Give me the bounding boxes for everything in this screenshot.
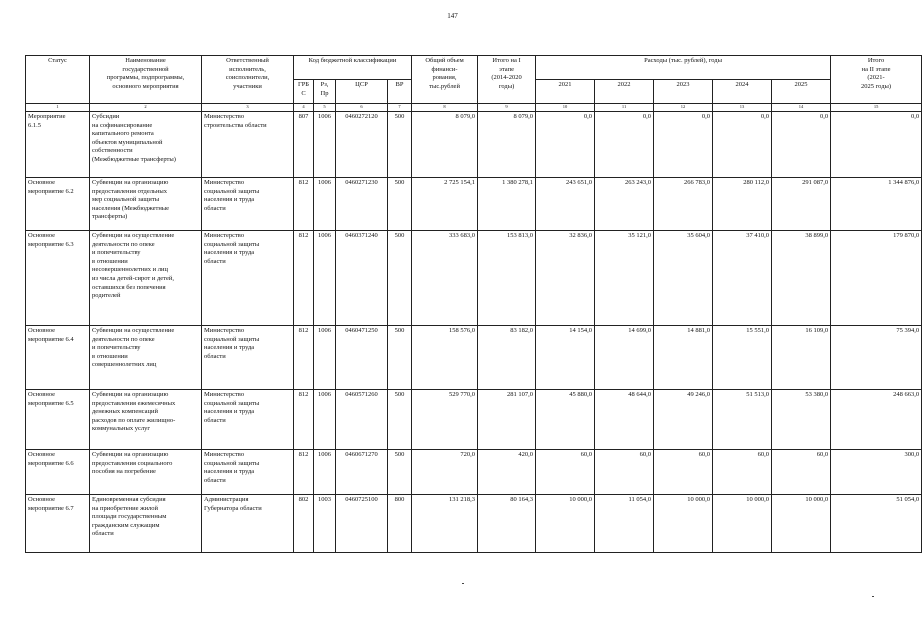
column-number-row	[26, 104, 922, 112]
header-total-financing: Общий объем финанси- рования, тыс.рублей	[412, 56, 478, 104]
row-stage1-total: 153 813,0	[478, 231, 536, 326]
row-executor: Министерство социальной защиты населения и труда области	[202, 178, 294, 231]
row-value-2024: 51 513,0	[713, 390, 772, 450]
row-value-2024: 60,0	[713, 450, 772, 495]
row-grbs: 812	[294, 326, 314, 390]
header-stage1-total: Итого на I этапе (2014-2020 годы)	[478, 56, 536, 104]
row-value-2024: 280 112,0	[713, 178, 772, 231]
column-number: 1	[26, 104, 90, 112]
row-csr: 0460725100	[336, 495, 388, 553]
column-number: 2	[90, 104, 202, 112]
row-name: Субвенции на организацию предоставления социального пособия на погребение	[90, 450, 202, 495]
row-value-2022: 35 121,0	[595, 231, 654, 326]
row-value-2023: 49 246,0	[654, 390, 713, 450]
row-name: Субвенции на организацию предоставления отдельных мер социальной защиты населения (Межбюджетные трансферты)	[90, 178, 202, 231]
row-value-2022: 60,0	[595, 450, 654, 495]
row-vr: 500	[388, 112, 412, 178]
row-rzpr: 1006	[314, 112, 336, 178]
row-value-2022: 48 644,0	[595, 390, 654, 450]
row-status: Основное мероприятие 6.7	[26, 495, 90, 553]
header-rzpr: Рз, Пр	[314, 80, 336, 104]
row-status: Основное мероприятие 6.2	[26, 178, 90, 231]
row-value-2023: 10 000,0	[654, 495, 713, 553]
row-grbs: 807	[294, 112, 314, 178]
budget-table	[25, 55, 922, 553]
header-year-2021: 2021	[536, 80, 595, 104]
row-stage1-total: 1 380 278,1	[478, 178, 536, 231]
column-number: 14	[772, 104, 831, 112]
row-total-financing: 2 725 154,1	[412, 178, 478, 231]
row-total-financing: 158 576,0	[412, 326, 478, 390]
row-vr: 500	[388, 178, 412, 231]
row-status: Основное мероприятие 6.5	[26, 390, 90, 450]
row-value-2023: 266 783,0	[654, 178, 713, 231]
row-value-2023: 0,0	[654, 112, 713, 178]
row-grbs: 812	[294, 390, 314, 450]
row-value-2021: 10 000,0	[536, 495, 595, 553]
row-value-2025: 10 000,0	[772, 495, 831, 553]
scan-speck	[462, 583, 464, 584]
row-value-2025: 0,0	[772, 112, 831, 178]
row-value-2024: 0,0	[713, 112, 772, 178]
row-stage1-total: 83 182,0	[478, 326, 536, 390]
row-value-2025: 291 087,0	[772, 178, 831, 231]
row-executor: Администрация Губернатора области	[202, 495, 294, 553]
table-row	[26, 390, 922, 450]
row-name: Субвенции на осуществление деятельности по опеке и попечительству в отношении несовершеннолетних и лиц из числа детей-сирот и детей, оставшихся без попечения родителей	[90, 231, 202, 326]
row-value-2021: 60,0	[536, 450, 595, 495]
column-number: 13	[713, 104, 772, 112]
table-row	[26, 112, 922, 178]
row-value-2021: 45 880,0	[536, 390, 595, 450]
row-csr: 0460471250	[336, 326, 388, 390]
header-year-2024: 2024	[713, 80, 772, 104]
row-stage2-total: 1 344 876,0	[831, 178, 922, 231]
column-number: 6	[336, 104, 388, 112]
header-year-2023: 2023	[654, 80, 713, 104]
row-total-financing: 529 770,0	[412, 390, 478, 450]
column-number: 9	[478, 104, 536, 112]
header-vr: ВР	[388, 80, 412, 104]
table-row	[26, 178, 922, 231]
row-value-2025: 60,0	[772, 450, 831, 495]
scan-speck	[872, 596, 874, 597]
row-csr: 0460671270	[336, 450, 388, 495]
row-stage1-total: 80 164,3	[478, 495, 536, 553]
header-name: Наименование государственной программы, подпрограммы, основного мероприятия	[90, 56, 202, 104]
row-total-financing: 333 683,0	[412, 231, 478, 326]
row-grbs: 812	[294, 450, 314, 495]
header-grbs: ГРБ С	[294, 80, 314, 104]
row-rzpr: 1006	[314, 231, 336, 326]
row-grbs: 812	[294, 178, 314, 231]
row-executor: Министерство социальной защиты населения и труда области	[202, 326, 294, 390]
row-executor: Министерство социальной защиты населения и труда области	[202, 390, 294, 450]
column-number: 5	[314, 104, 336, 112]
header-csr: ЦСР	[336, 80, 388, 104]
row-stage2-total: 248 663,0	[831, 390, 922, 450]
row-value-2023: 14 881,0	[654, 326, 713, 390]
table-row	[26, 231, 922, 326]
row-rzpr: 1006	[314, 178, 336, 231]
row-rzpr: 1003	[314, 495, 336, 553]
row-vr: 800	[388, 495, 412, 553]
row-stage2-total: 51 054,0	[831, 495, 922, 553]
header-budget-classification: Код бюджетной классификации	[294, 56, 412, 80]
row-stage1-total: 8 079,0	[478, 112, 536, 178]
row-value-2021: 243 651,0	[536, 178, 595, 231]
row-status: Основное мероприятие 6.4	[26, 326, 90, 390]
row-value-2025: 53 380,0	[772, 390, 831, 450]
row-executor: Министерство строительства области	[202, 112, 294, 178]
row-value-2022: 263 243,0	[595, 178, 654, 231]
column-number: 4	[294, 104, 314, 112]
row-value-2024: 10 000,0	[713, 495, 772, 553]
column-number: 7	[388, 104, 412, 112]
row-executor: Министерство социальной защиты населения и труда области	[202, 450, 294, 495]
row-value-2022: 0,0	[595, 112, 654, 178]
header-stage2-total: Итого на II этапе (2021- 2025 годы)	[831, 56, 922, 104]
row-stage1-total: 281 107,0	[478, 390, 536, 450]
row-vr: 500	[388, 390, 412, 450]
row-value-2021: 14 154,0	[536, 326, 595, 390]
row-rzpr: 1006	[314, 390, 336, 450]
header-year-2022: 2022	[595, 80, 654, 104]
header-year-2025: 2025	[772, 80, 831, 104]
page-number: 147	[447, 12, 458, 20]
row-name: Единовременная субсидия на приобретение жилой площади государственным гражданским служащим области	[90, 495, 202, 553]
header-status: Статус	[26, 56, 90, 104]
row-rzpr: 1006	[314, 326, 336, 390]
row-total-financing: 8 079,0	[412, 112, 478, 178]
column-number: 3	[202, 104, 294, 112]
row-value-2023: 60,0	[654, 450, 713, 495]
row-status: Мероприятие 6.1.5	[26, 112, 90, 178]
row-status: Основное мероприятие 6.3	[26, 231, 90, 326]
column-number: 11	[595, 104, 654, 112]
column-number: 12	[654, 104, 713, 112]
row-stage2-total: 75 394,0	[831, 326, 922, 390]
row-rzpr: 1006	[314, 450, 336, 495]
row-grbs: 802	[294, 495, 314, 553]
table-row	[26, 450, 922, 495]
row-grbs: 812	[294, 231, 314, 326]
table-row	[26, 495, 922, 553]
column-number: 10	[536, 104, 595, 112]
column-number: 8	[412, 104, 478, 112]
table-row	[26, 326, 922, 390]
row-csr: 0460272120	[336, 112, 388, 178]
row-csr: 0460571260	[336, 390, 388, 450]
row-value-2022: 14 699,0	[595, 326, 654, 390]
header-expenses: Расходы (тыс. рублей), годы	[536, 56, 831, 80]
header-executor: Ответственный исполнитель, соисполнители, участники	[202, 56, 294, 104]
row-value-2021: 0,0	[536, 112, 595, 178]
row-value-2024: 37 410,0	[713, 231, 772, 326]
row-value-2025: 16 109,0	[772, 326, 831, 390]
row-value-2022: 11 054,0	[595, 495, 654, 553]
row-name: Субсидии на софинансирование капитального ремонта объектов муниципальной собственности (Межбюджетные трансферты)	[90, 112, 202, 178]
row-stage2-total: 0,0	[831, 112, 922, 178]
row-value-2023: 35 604,0	[654, 231, 713, 326]
row-executor: Министерство социальной защиты населения и труда области	[202, 231, 294, 326]
row-status: Основное мероприятие 6.6	[26, 450, 90, 495]
row-value-2024: 15 551,0	[713, 326, 772, 390]
row-stage2-total: 300,0	[831, 450, 922, 495]
row-total-financing: 720,0	[412, 450, 478, 495]
row-stage1-total: 420,0	[478, 450, 536, 495]
row-name: Субвенции на организацию предоставления ежемесячных денежных компенсаций расходов по оплате жилищно- коммунальных услуг	[90, 390, 202, 450]
row-total-financing: 131 218,3	[412, 495, 478, 553]
row-value-2021: 32 836,0	[536, 231, 595, 326]
row-value-2025: 38 899,0	[772, 231, 831, 326]
column-number: 15	[831, 104, 922, 112]
row-name: Субвенции на осуществление деятельности по опеке и попечительству в отношении совершеннолетних лиц	[90, 326, 202, 390]
row-vr: 500	[388, 450, 412, 495]
row-csr: 0460371240	[336, 231, 388, 326]
row-stage2-total: 179 870,0	[831, 231, 922, 326]
row-vr: 500	[388, 231, 412, 326]
row-vr: 500	[388, 326, 412, 390]
row-csr: 0460271230	[336, 178, 388, 231]
